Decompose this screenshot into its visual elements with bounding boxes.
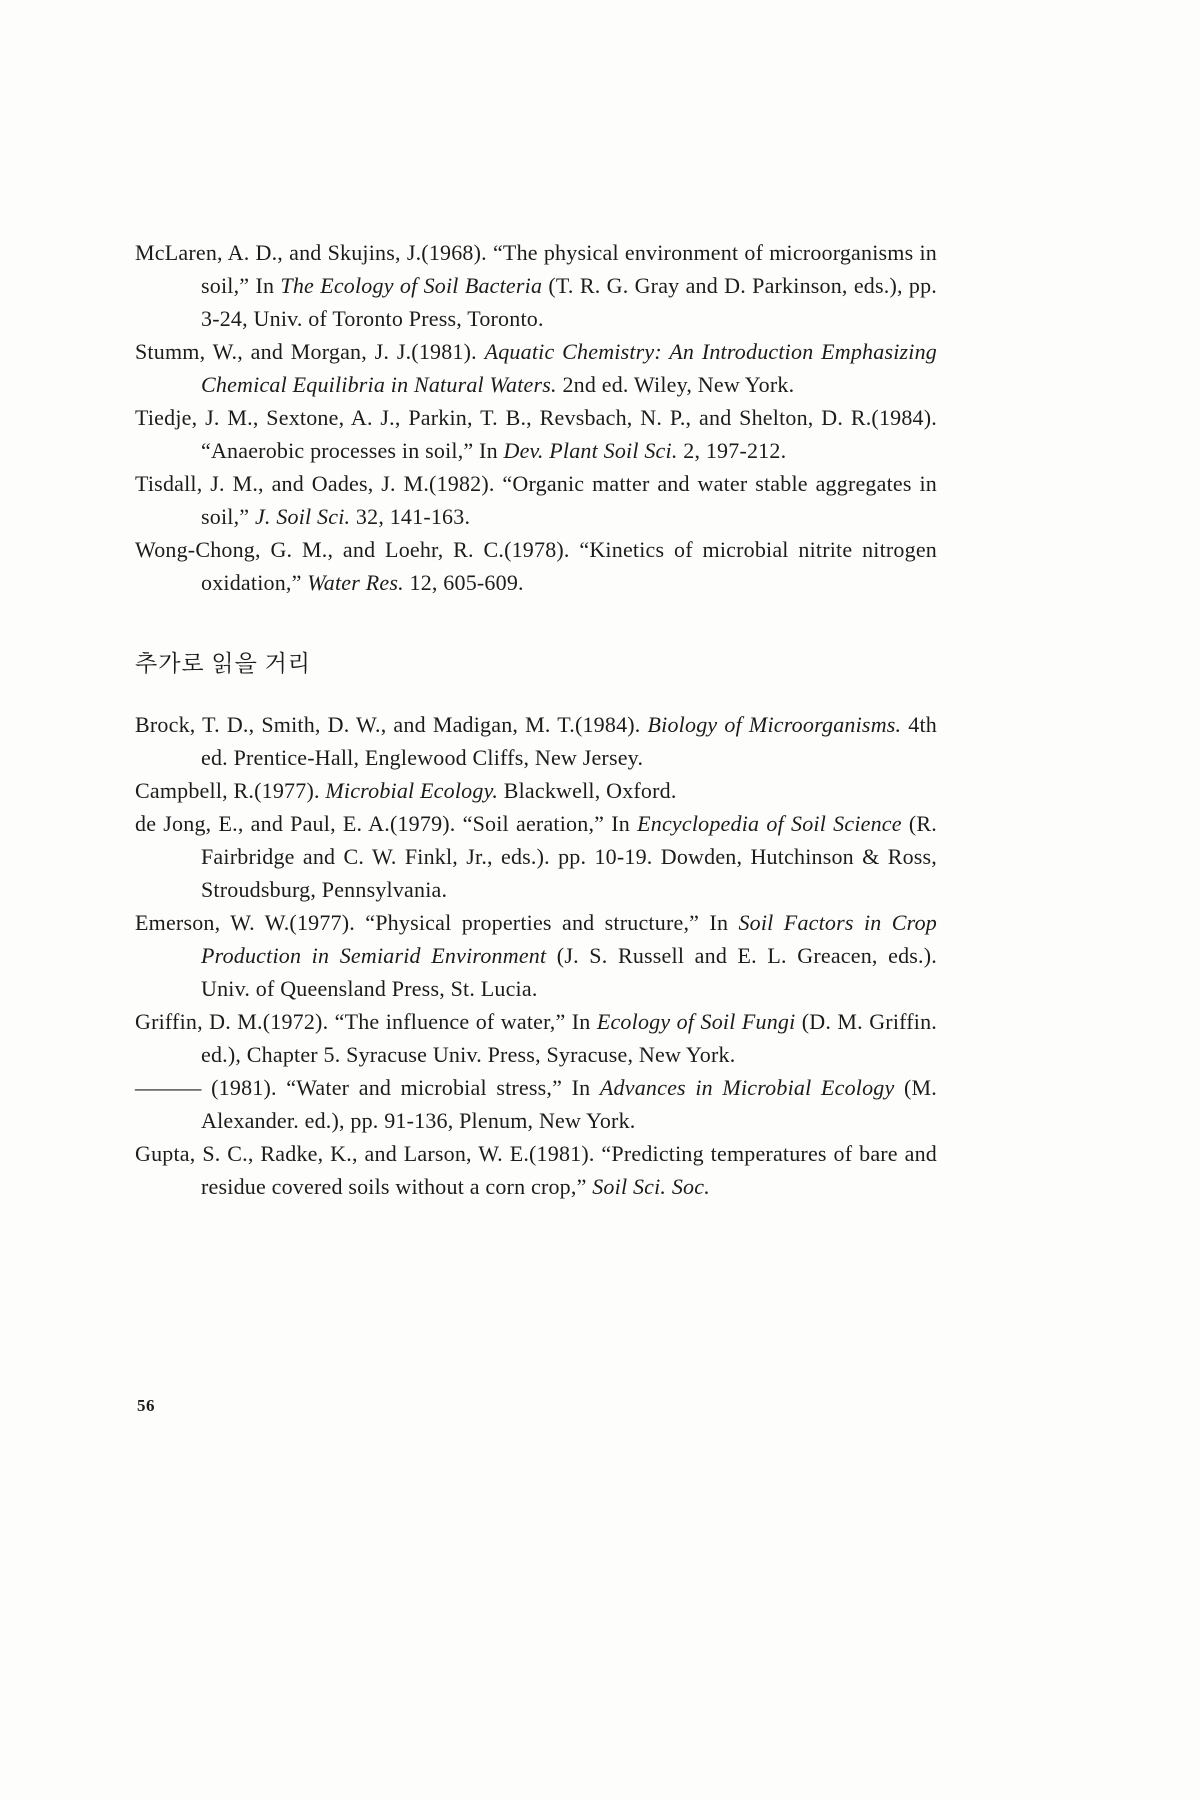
reference-title-italic: Aquatic Chemistry: An Introduction Emphasizing Chemical Equilibria in Natural Waters. xyxy=(201,339,937,397)
reference-text: Stumm, W., and Morgan, J. J.(1981). xyxy=(135,339,485,364)
bibliography-list xyxy=(135,236,937,599)
reference-entry xyxy=(135,774,937,807)
reference-entry xyxy=(135,906,937,1005)
reference-text: Tisdall, J. M., and Oades, J. M.(1982). “Organic matter and water stable aggregates in soil,” xyxy=(135,471,937,529)
reference-text: (J. S. Russell and E. L. Greacen, eds.). Univ. of Queensland Press, St. Lucia. xyxy=(201,943,937,1001)
reference-entry xyxy=(135,807,937,906)
reference-entry xyxy=(135,401,937,467)
reference-entry xyxy=(135,1137,937,1203)
reference-title-italic: Advances in Microbial Ecology xyxy=(599,1075,895,1100)
reference-title-italic: Water Res. xyxy=(307,570,404,595)
reference-text: Blackwell, Oxford. xyxy=(498,778,677,803)
reference-title-italic: Biology of Microorganisms. xyxy=(647,712,902,737)
reference-text: 12, 605-609. xyxy=(403,570,524,595)
reference-text: Wong-Chong, G. M., and Loehr, R. C.(1978). “Kinetics of microbial nitrite nitrogen oxidation,” xyxy=(135,537,937,595)
reference-text: 4th ed. Prentice-Hall, Englewood Cliffs, New Jersey. xyxy=(201,712,937,770)
reference-text: Gupta, S. C., Radke, K., and Larson, W. E.(1981). “Predicting temperatures of bare and residue covered soils without a corn crop,” xyxy=(135,1141,937,1199)
reference-text: de Jong, E., and Paul, E. A.(1979). “Soil aeration,” In xyxy=(135,811,638,836)
page-number: 56 xyxy=(137,1396,155,1415)
reference-title-italic: Ecology of Soil Fungi xyxy=(596,1009,796,1034)
further-reading-heading: 추가로 읽을 거리 xyxy=(135,651,312,676)
reference-text: McLaren, A. D., and Skujins, J.(1968). “The physical environment of microorganisms in soil,” In xyxy=(135,240,937,298)
reference-entry xyxy=(135,1071,937,1137)
reference-title-italic: Microbial Ecology. xyxy=(325,778,499,803)
reference-text: (T. R. G. Gray and D. Parkinson, eds.), pp. 3-24, Univ. of Toronto Press, Toronto. xyxy=(201,273,937,331)
reference-text: 32, 141-163. xyxy=(350,504,471,529)
reference-text: (M. Alexander. ed.), pp. 91-136, Plenum, New York. xyxy=(201,1075,937,1133)
further-reading-list xyxy=(135,708,937,1203)
reference-text: Campbell, R.(1977). xyxy=(135,778,326,803)
reference-text: 2nd ed. Wiley, New York. xyxy=(556,372,795,397)
reference-entry xyxy=(135,1005,937,1071)
reference-text: 2, 197-212. xyxy=(677,438,787,463)
reference-title-italic: The Ecology of Soil Bacteria xyxy=(280,273,543,298)
reference-text: Griffin, D. M.(1972). “The influence of water,” In xyxy=(135,1009,597,1034)
reference-entry xyxy=(135,467,937,533)
reference-entry xyxy=(135,533,937,599)
reference-entry xyxy=(135,708,937,774)
reference-entry xyxy=(135,335,937,401)
reference-text: (D. M. Griffin. ed.), Chapter 5. Syracuse Univ. Press, Syracuse, New York. xyxy=(201,1009,938,1067)
reference-text: ——— (1981). “Water and microbial stress,” In xyxy=(135,1075,600,1100)
reference-entry xyxy=(135,236,937,335)
reference-title-italic: Encyclopedia of Soil Science xyxy=(637,811,902,836)
page-content xyxy=(135,236,937,1203)
reference-title-italic: Soil Sci. Soc. xyxy=(592,1174,710,1199)
reference-text: Tiedje, J. M., Sextone, A. J., Parkin, T. B., Revsbach, N. P., and Shelton, D. R.(1984). “Anaerobic processes in soil,” In xyxy=(135,405,937,463)
reference-title-italic: J. Soil Sci. xyxy=(254,504,351,529)
reference-title-italic: Dev. Plant Soil Sci. xyxy=(503,438,678,463)
reference-title-italic: Soil Factors in Crop Production in Semiarid Environment xyxy=(201,910,937,968)
reference-text: Brock, T. D., Smith, D. W., and Madigan, M. T.(1984). xyxy=(135,712,648,737)
reference-text: (R. Fairbridge and C. W. Finkl, Jr., eds.). pp. 10-19. Dowden, Hutchinson & Ross, Stroudsburg, Pennsylvania. xyxy=(201,811,937,902)
reference-text: Emerson, W. W.(1977). “Physical properties and structure,” In xyxy=(135,910,739,935)
